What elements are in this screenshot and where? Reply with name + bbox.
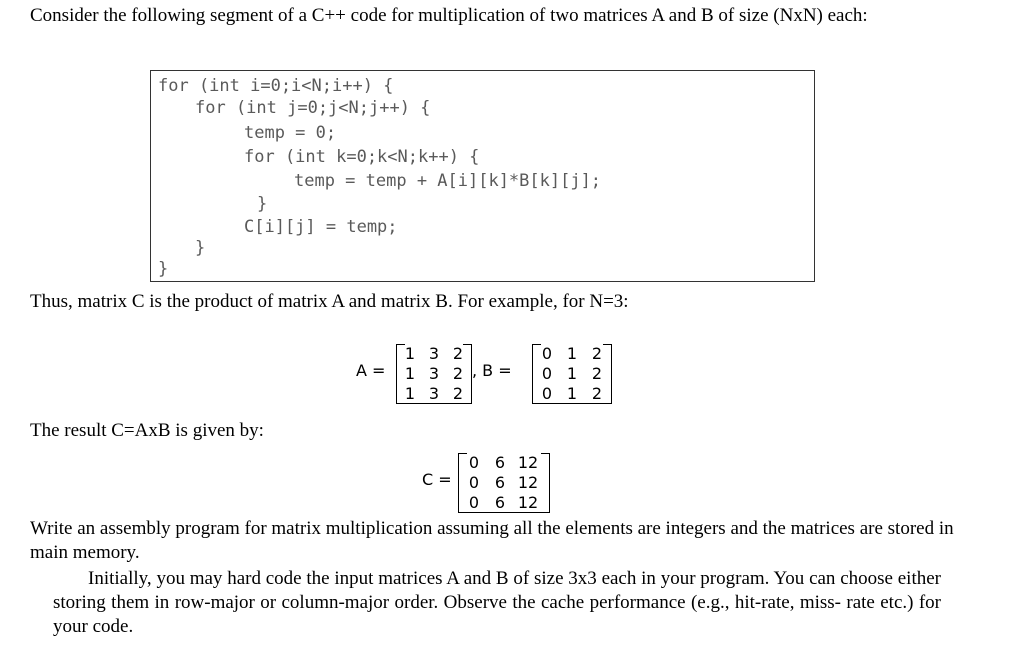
matrix-c-cell: 12 (517, 473, 539, 492)
matrix-a-cell: 3 (428, 364, 440, 383)
matrix-b-cell: 2 (591, 344, 603, 363)
code-line: temp = 0; (244, 123, 337, 143)
matrix-c-cell: 6 (494, 493, 506, 512)
matrix-b-cell: 0 (541, 384, 553, 403)
matrix-a-cell: 3 (428, 384, 440, 403)
code-line: for (int j=0;j<N;j++) { (195, 98, 431, 118)
matrix-a (396, 344, 472, 404)
matrix-a-b-equation (356, 341, 626, 407)
matrix-b-cell: 1 (566, 344, 578, 363)
matrix-b-cell: 0 (541, 364, 553, 383)
matrix-c-cell: 0 (468, 453, 480, 472)
matrix-c-cell: 12 (517, 493, 539, 512)
code-line: temp = temp + A[i][k]*B[k][j]; (294, 171, 602, 191)
matrix-b-cell: 0 (541, 344, 553, 363)
matrix-c-cell: 0 (468, 493, 480, 512)
code-line: C[i][j] = temp; (244, 217, 398, 237)
result-paragraph: The result C=AxB is given by: (30, 420, 264, 441)
matrix-a-cell: 1 (404, 384, 416, 403)
matrix-b (532, 344, 612, 404)
write-paragraph: Write an assembly program for matrix multiplication assuming all the elements are integers and the matrices are stored in main memory. (30, 518, 954, 563)
matrix-b-label: , B = (472, 361, 512, 380)
code-block (150, 70, 815, 282)
code-line: } (257, 194, 268, 214)
thus-paragraph: Thus, matrix C is the product of matrix A and matrix B. For example, for N=3: (30, 291, 629, 312)
intro-paragraph: Consider the following segment of a C++ code for multiplication of two matrices A and B of size (NxN) each: (30, 5, 868, 26)
matrix-a-cell: 1 (404, 364, 416, 383)
matrix-c-cell: 6 (494, 473, 506, 492)
matrix-b-cell: 1 (566, 384, 578, 403)
code-line: } (195, 238, 206, 258)
matrix-a-cell: 2 (452, 384, 464, 403)
code-line: } (158, 259, 169, 279)
matrix-c-cell: 0 (468, 473, 480, 492)
code-line: for (int k=0;k<N;k++) { (244, 147, 480, 167)
initially-paragraph: Initially, you may hard code the input matrices A and B of size 3x3 each in your program. You can choose either storing them in row-major or column-major order. Observe the cache performance (e.g., hit-rate, miss- rate etc.) for your code. (53, 568, 941, 637)
matrix-c-label: C = (422, 470, 452, 489)
matrix-c (458, 453, 550, 513)
matrix-a-cell: 1 (404, 344, 416, 363)
matrix-a-cell: 2 (452, 364, 464, 383)
matrix-a-cell: 2 (452, 344, 464, 363)
matrix-b-cell: 1 (566, 364, 578, 383)
matrix-c-cell: 6 (494, 453, 506, 472)
matrix-b-cell: 2 (591, 364, 603, 383)
code-line: for (int i=0;i<N;i++) { (158, 76, 394, 96)
matrix-a-cell: 3 (428, 344, 440, 363)
matrix-b-cell: 2 (591, 384, 603, 403)
matrix-c-equation (422, 450, 582, 516)
matrix-a-label: A = (356, 361, 386, 380)
matrix-c-cell: 12 (517, 453, 539, 472)
